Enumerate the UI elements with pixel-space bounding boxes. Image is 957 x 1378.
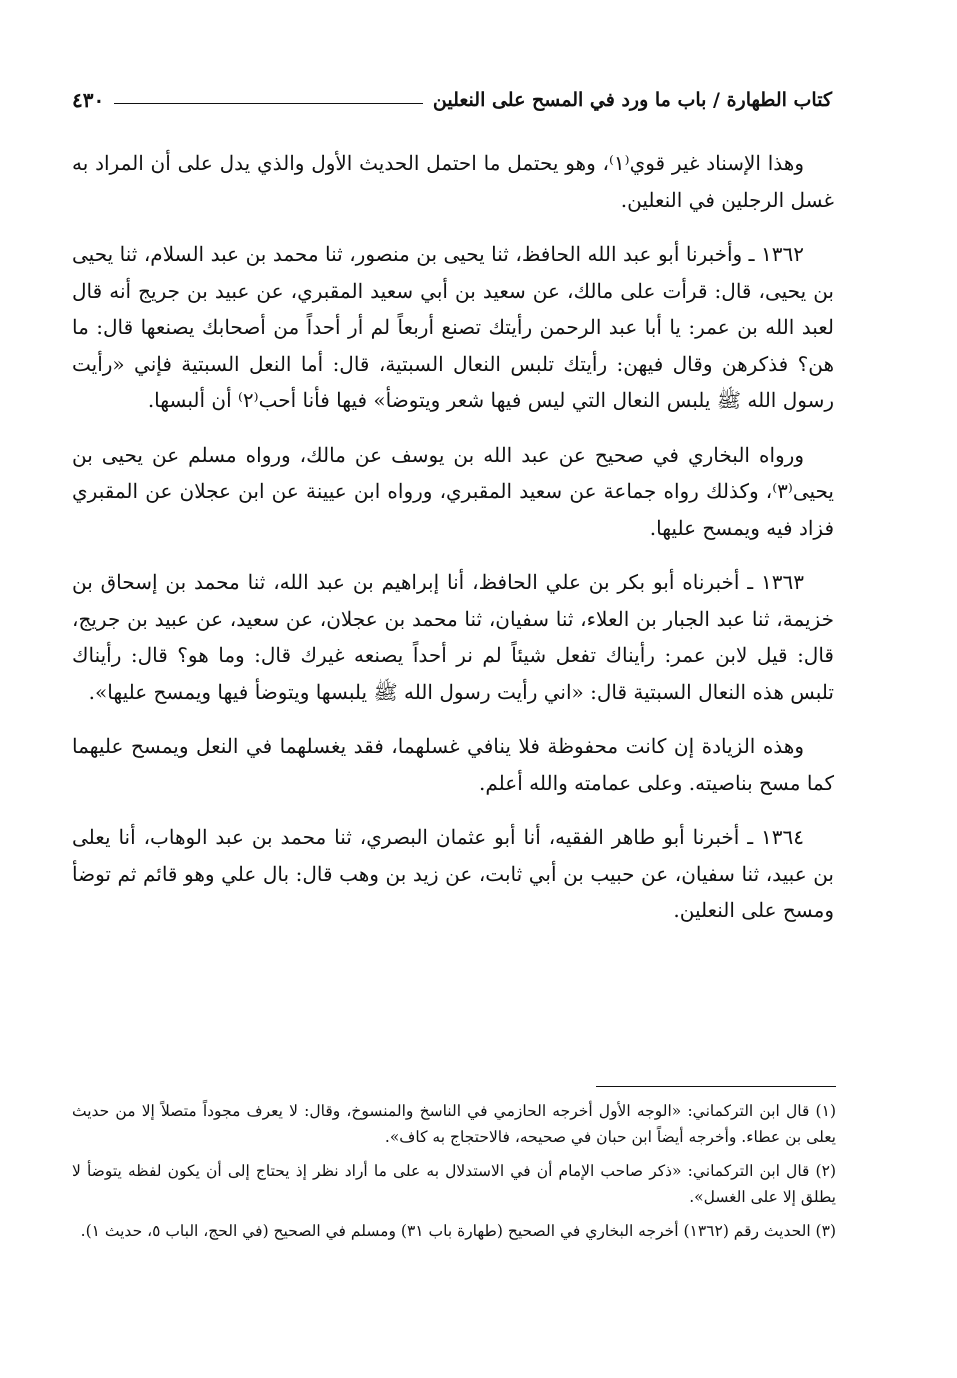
- footnote-2: (٢) قال ابن التركماني: «ذكر صاحب الإمام أن في الاستدلال به على ما أراد نظر إذ يحتاج إلى أن يكون لفظه يتوضأ لا يطلق إلا على الغسل».: [72, 1162, 836, 1206]
- paragraph-commentary-1: ورواه البخاري في صحيح عن عبد الله بن يوسف عن مالك، ورواه مسلم عن يحيى بن يحيى⁽٣⁾، وكذلك رواه جماعة عن سعيد المقبري، ورواه ابن عيينة عن ابن عجلان عن المقبري فزاد فيه ويمسح عليها.: [72, 442, 834, 540]
- paragraph-commentary-2: وهذه الزيادة إن كانت محفوظة فلا ينافي غسلهما، فقد يغسلهما في النعل ويمسح عليهما كما مسح بناصيته. وعلى عمامته والله أعلم.: [72, 734, 834, 795]
- page-header: [72, 82, 832, 118]
- hadith-1364: ١٣٦٤ ـ أخبرنا أبو طاهر الفقيه، أنا أبو عثمان البصري، ثنا محمد بن عبد الوهاب، أنا يعلى بن عبيد، ثنا سفيان، عن حبيب بن أبي ثابت، عن زيد بن وهب قال: بال علي وهو قائم ثم توضأ ومسح على النعلين.: [72, 825, 834, 922]
- header-rule: [114, 103, 423, 104]
- hadith-1362: ١٣٦٢ ـ وأخبرنا أبو عبد الله الحافظ، ثنا يحيى بن منصور، ثنا محمد بن عبد السلام، ثنا يحيى بن يحيى، قال: قرأت على مالك، عن سعيد بن أبي سعيد المقبري، عن عبيد بن جريج أنه قال لعبد الله بن عمر: يا أبا عبد الرحمن رأيتك تصنع أربعاً لم أر أحداً من أصحابك يصنعها قال: ما هن؟ فذكرهن وقال فيهن: رأيتك تلبس النعال السبتية، قال: أما النعل السبتية فإني «رأيت رسول الله ﷺ يلبس النعال التي ليس فيها شعر ويتوضأ» فيها فأنا أحب⁽٢⁾ أن ألبسها.: [72, 242, 834, 412]
- main-text: [72, 145, 834, 947]
- footnote-3: (٣) الحديث رقم (١٣٦٢) أخرجه البخاري في الصحيح (طهارة باب ٣١) ومسلم في الصحيح (في الحج، الباب ٥، حديث ١).: [80, 1222, 836, 1240]
- page-number: ٤٣٠: [72, 88, 105, 112]
- hadith-1363: ١٣٦٣ ـ أخبرناه أبو بكر بن علي الحافظ، أنا إبراهيم بن عبد الله، ثنا محمد بن إسحاق بن خزيمة، ثنا عبد الجبار بن العلاء، ثنا سفيان، ثنا محمد بن عجلان، عن سعيد، عن عبيد بن جريج، قال: قيل لابن عمر: رأيناك تفعل شيئاً لم نر أحداً يصنعه غيرك قال: وما هو؟ قال: رأيناك تلبس هذه النعال السبتية قال: «اني رأيت رسول الله ﷺ يلبسها ويتوضأ فيها ويمسح عليها».: [72, 570, 834, 704]
- footnote-1: (١) قال ابن التركماني: «الوجه الأول أخرجه الحازمي في الناسخ والمنسوخ، وقال: لا يعرف مجوداً متصلاً إلا من حديث يعلى بن عطاء. وأخرجه أيضاً ابن حبان في صحيحه، فالاحتجاج به كاف».: [72, 1102, 836, 1146]
- running-title: كتاب الطهارة / باب ما ورد في المسح على النعلين: [432, 89, 832, 111]
- footnotes: [72, 1098, 836, 1252]
- paragraph-1: وهذا الإسناد غير قوي⁽١⁾، وهو يحتمل ما احتمل الحديث الأول والذي يدل على أن المراد به غسل الرجلين في النعلين.: [72, 151, 834, 212]
- footnote-separator: [596, 1086, 836, 1087]
